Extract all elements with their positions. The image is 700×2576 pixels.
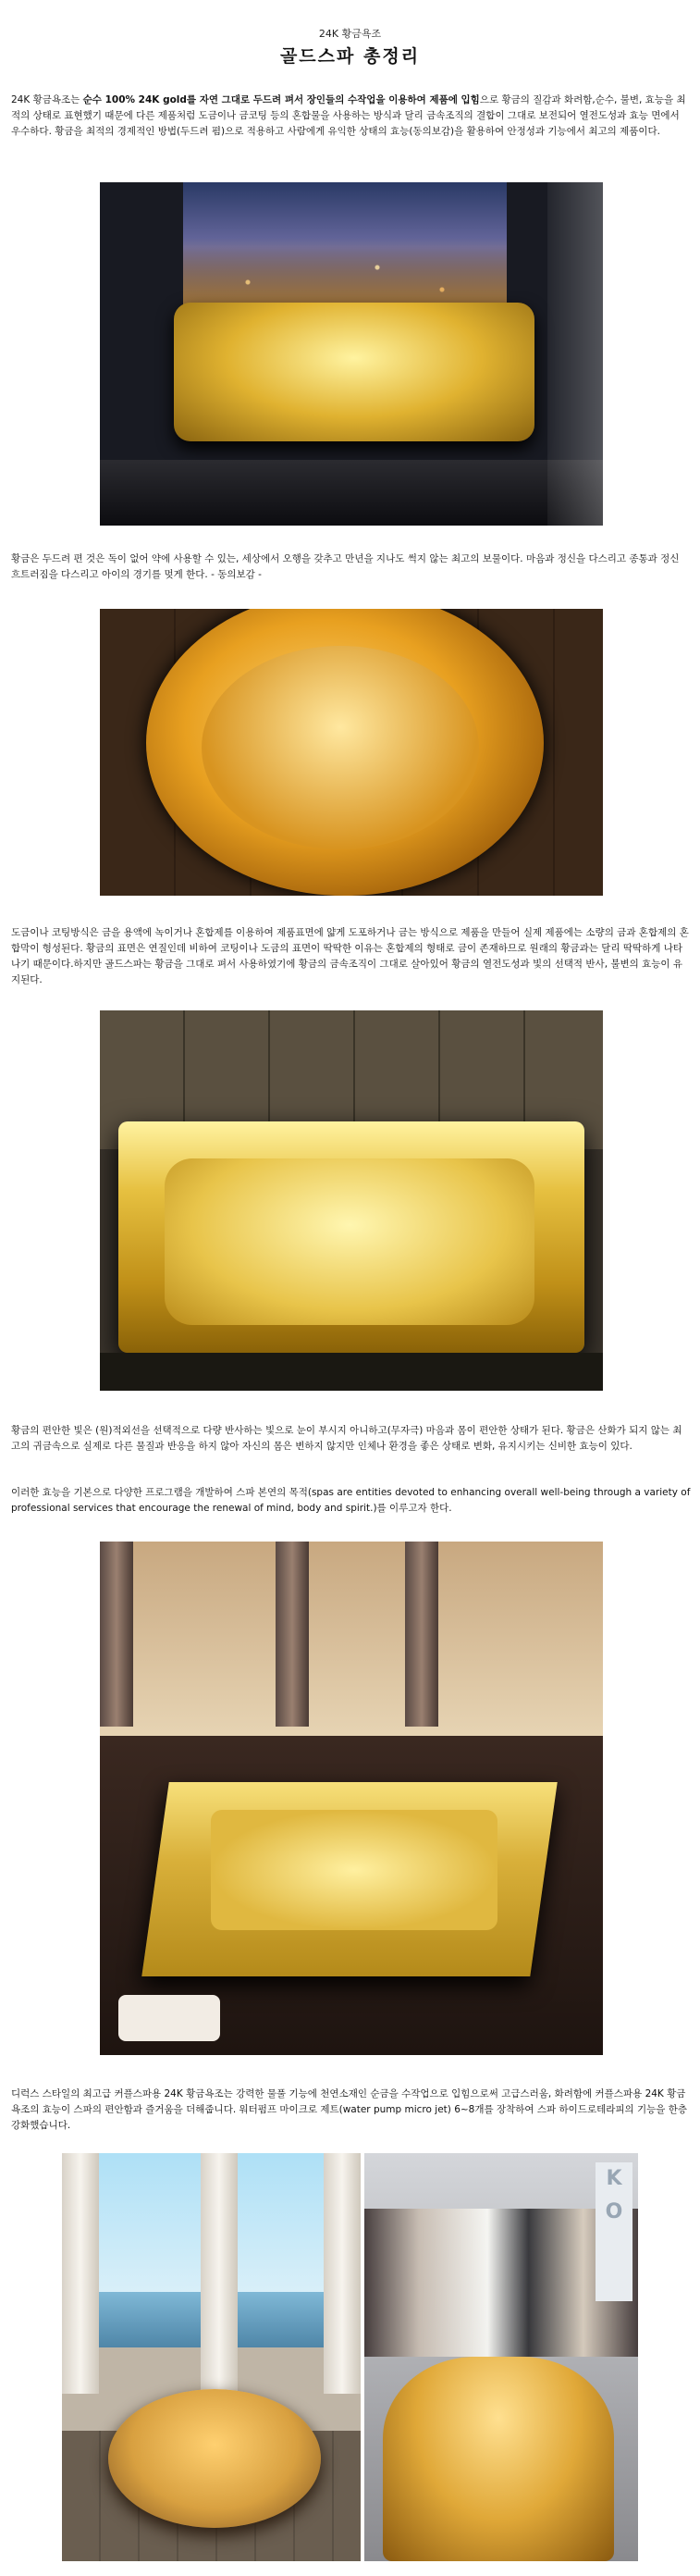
pillar xyxy=(276,1542,309,1727)
photo-terrace-tub xyxy=(100,1542,603,2055)
page-subtitle: 24K 황금욕조 xyxy=(318,28,382,40)
tub-basin xyxy=(202,646,479,849)
arch-column xyxy=(324,2153,361,2394)
glass-panel xyxy=(547,182,603,526)
city-lights xyxy=(183,238,507,312)
exhibition-sign: K O xyxy=(596,2162,632,2301)
pillar xyxy=(405,1542,438,1727)
pillar xyxy=(100,1542,133,1727)
photo-seaside-tub xyxy=(62,2153,361,2561)
photo-round-tub xyxy=(100,609,603,896)
intro-paragraph xyxy=(11,93,691,140)
photo-exhibition xyxy=(364,2153,638,2561)
photo-rect-tub xyxy=(100,1010,603,1391)
spa-purpose-paragraph: 이러한 효능을 기본으로 다양한 프로그램을 개발하여 스파 본연의 목적(spas are entities devoted to enhancing overall well-being through a variety of professional services that encourage the renewal of mind, body and spirit.)를 이루고자 한다. xyxy=(11,1487,691,1514)
gold-exhibition-tub xyxy=(383,2357,614,2561)
floor xyxy=(100,460,603,526)
tub-basin xyxy=(211,1810,497,1930)
intro-rest: 으로 황금의 질감과 화려함,순수, 불변, 효능을 최적의 상태로 표현했기 때문에 다른 제품처럼 도금이나 금코팅 등의 혼합물을 사용하는 방식과 달리 금속조직의 결합이 그대로 보전되어 열전도성과 효능 면에서 우수하다. 황금을 최적의 경제적인 방법(두드려 폄)으로 적용하고 사람에게 유익한 상태의 효능(동의보감)을 활용하여 안정성과 기능에서 최고의 제품이다. xyxy=(11,94,686,137)
photo-window-bathtub xyxy=(100,182,603,526)
tub-basin xyxy=(165,1158,534,1325)
deluxe-paragraph: 디럭스 스타일의 최고급 커플스파용 24K 황금욕조는 강력한 물풀 기능에 천연소재인 순금을 수작업으로 입힘으로써 고급스러움, 화려함에 커플스파용 24K 황금욕조의 효능이 스파의 편안함과 즐거움을 더해줍니다. 워터펌프 마이크로 제트(water pump micro jet) 6~8개를 장착하여 스파 하이드로테라피의 기능을 한층 강화했습니다. xyxy=(11,2088,688,2131)
intro-bold: 순수 100% 24K gold를 자연 그대로 두드려 펴서 장인들의 수작업을 이용하여 제품에 입힘 xyxy=(82,94,480,105)
floor xyxy=(100,1353,603,1391)
gold-tub xyxy=(174,303,534,441)
gold-seaside-tub xyxy=(108,2389,321,2528)
intro-lead: 24K 황금욕조는 xyxy=(11,94,83,105)
light-paragraph: 황금의 편안한 빛은 (원)적외선을 선택적으로 다량 반사하는 빛으로 눈이 부시지 아니하고(무자극) 마음과 몸이 편안한 상태가 된다. 황금은 산화가 되지 않는 최고의 귀금속으로 실제로 다른 물질과 반응을 하지 않아 자신의 몸은 변하지 않지만 인체나 환경을 좋은 상태로 변화, 유지시키는 신비한 효능이 있다. xyxy=(11,1425,682,1452)
coating-paragraph: 도금이나 코팅방식은 금을 용액에 녹이거나 혼합제를 이용하여 제품표면에 얇게 도포하거나 금는 방식으로 제품을 만들어 실제 제품에는 소량의 금과 혼합제의 혼합막이 형성된다. 황금의 표면은 연질인데 비하여 코팅이나 도금의 표면이 딱딱한 이유는 혼합제의 형태로 금이 존재하므로 원래의 황금과는 달리 딱딱하게 나타나기 때문이다.하지만 골드스파는 황금을 그대로 펴서 사용하였기에 황금의 금속조직이 그대로 살아있어 황금의 열전도성과 빛의 선택적 반사, 불변의 효능이 유지된다. xyxy=(11,927,689,985)
page-title: 골드스파 총정리 xyxy=(279,46,421,67)
donguibogam-paragraph: 황금은 두드려 편 것은 독이 없어 약에 사용할 수 있는, 세상에서 오행을 갖추고 만년을 지나도 썩지 않는 최고의 보물이다. 마음과 정신을 다스리고 종통과 정신 흐트러짐을 다스리고 아이의 경기를 멎게 한다. - 동의보감 - xyxy=(11,553,680,580)
towel xyxy=(118,1995,220,2041)
arch-column xyxy=(201,2153,238,2394)
arch-column xyxy=(62,2153,99,2394)
